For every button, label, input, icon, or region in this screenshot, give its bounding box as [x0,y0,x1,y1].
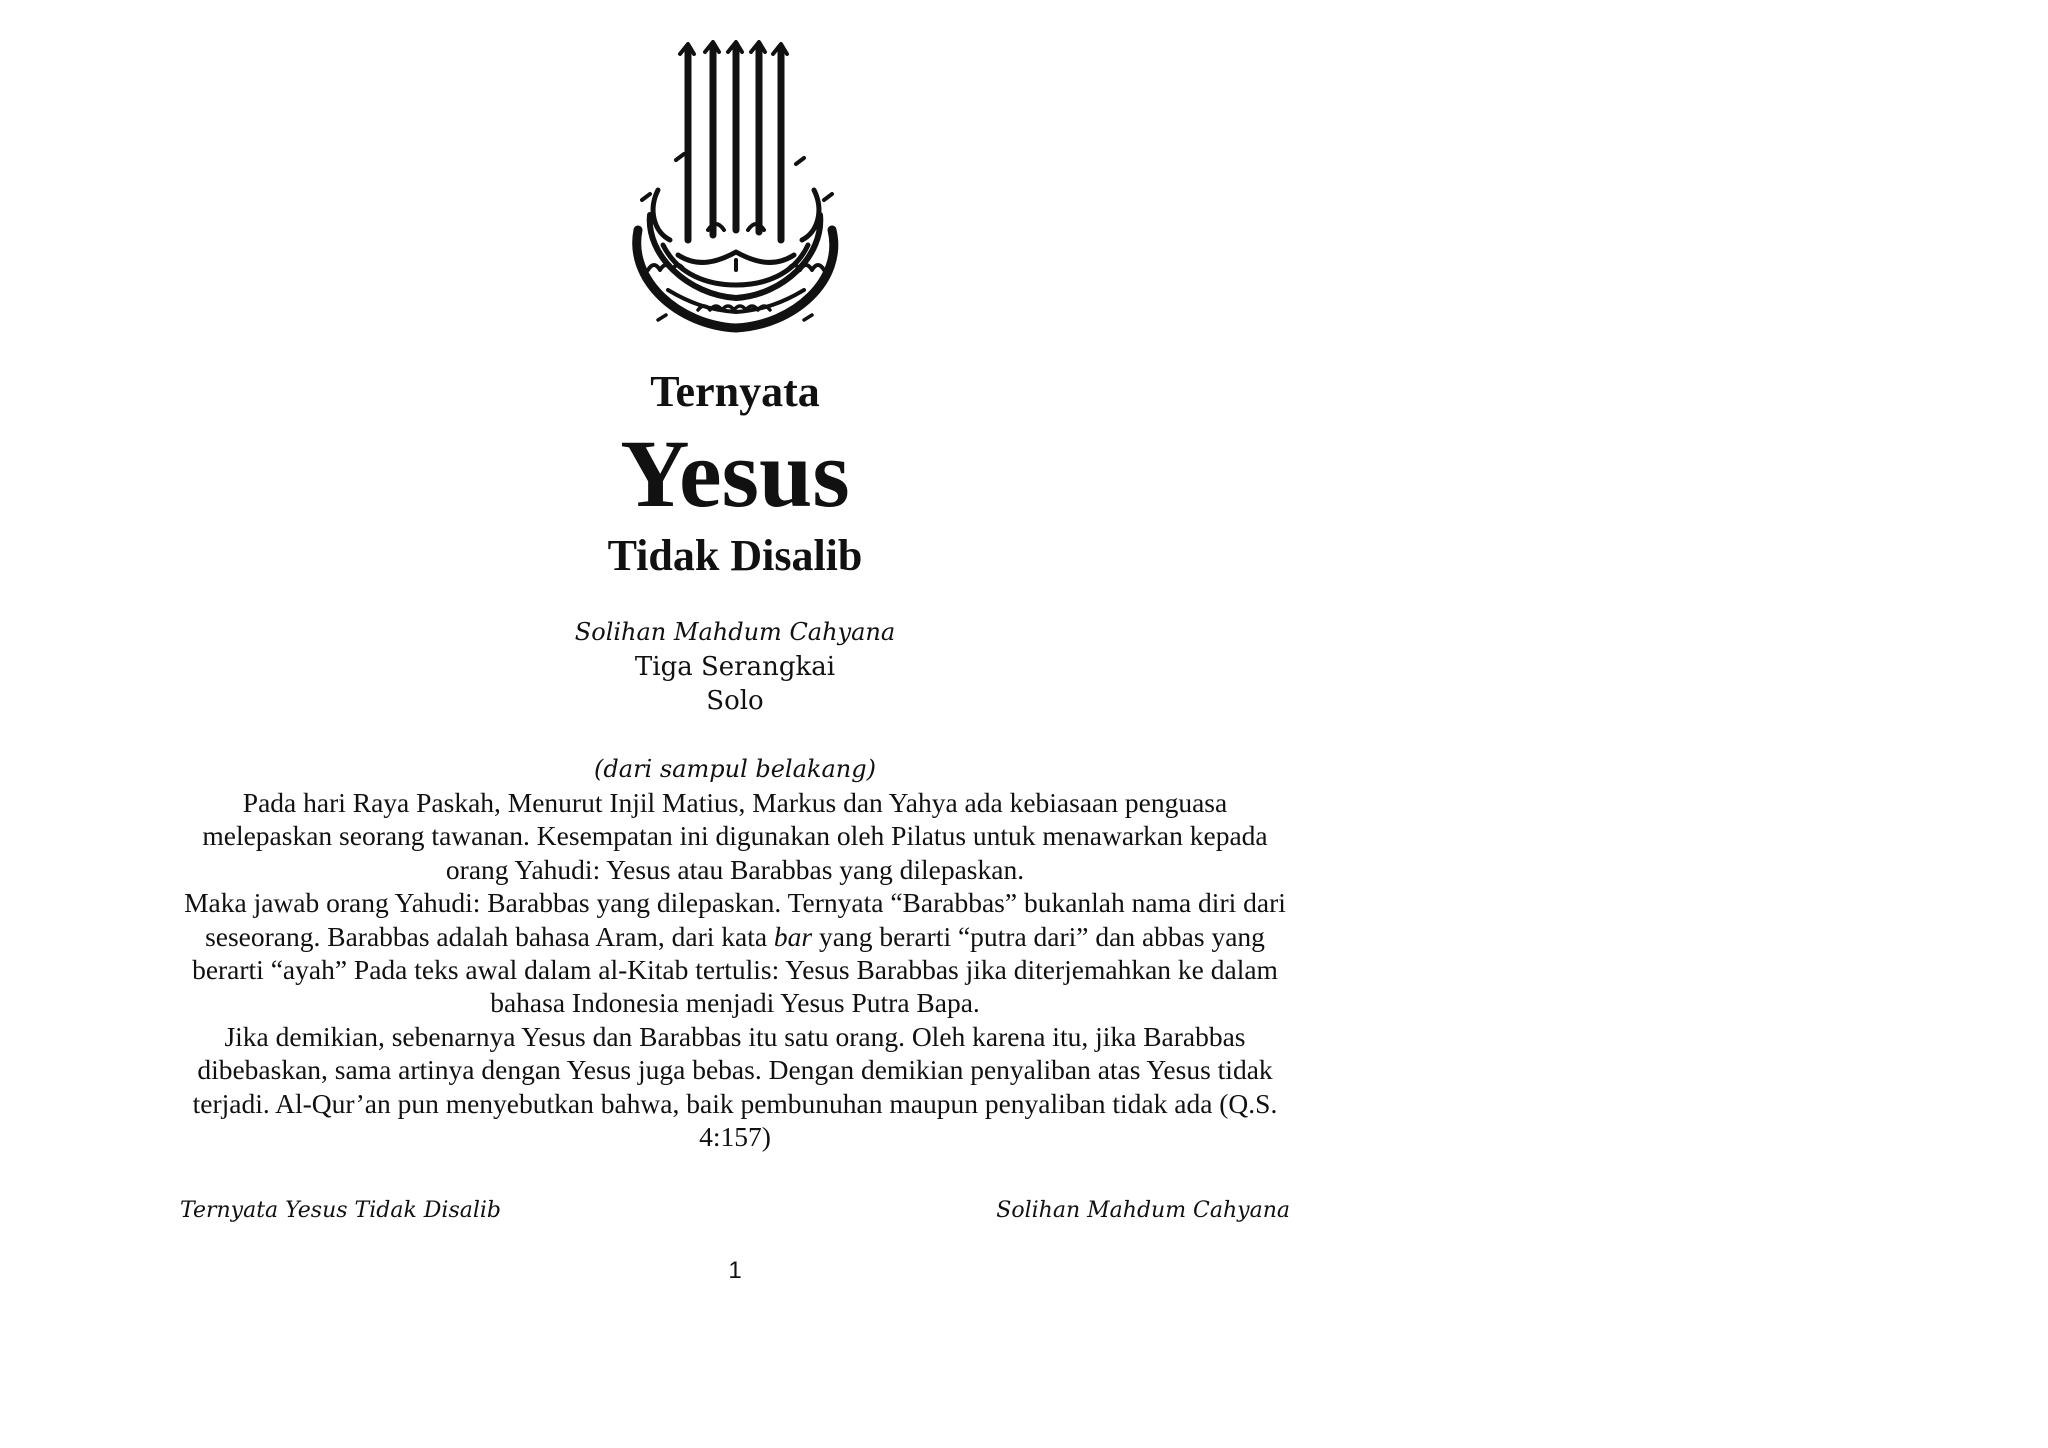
bismillah-calligraphy-icon [618,40,854,335]
back-cover-note: (dari sampul belakang) [594,755,876,783]
footer-author: Solihan Mahdum Cahyana [996,1198,1290,1223]
publisher-name: Tiga Serangkai [634,652,836,682]
publisher-city: Solo [706,686,764,716]
title-line-1: Ternyata [650,367,820,416]
blurb-paragraph-3: Jika demikian, sebenarnya Yesus dan Barabbas itu satu orang. Oleh karena itu, jika Barabbas dibebaskan, sama artinya dengan Yesus juga bebas. Dengan demikian penyaliban atas Yesus tidak terjadi. Al-Qur’an pun menyebutkan bahwa, baik pembunuhan maupun penyaliban tidak ada (Q.S. 4:157) [192,1020,1278,1153]
blurb-paragraph-2-part-2: yang berarti “putra dari” dan abbas yang berarti “ayah” Pada teks awal dalam al-Kitab tertulis: Yesus Barabbas jika diterjemahkan ke dalam bahasa Indonesia menjadi Yesus Putra Bapa. [192,920,1278,1019]
author-name: Solihan Mahdum Cahyana [574,618,896,646]
page-number: 1 [728,1257,742,1284]
blurb-paragraph-1: Pada hari Raya Paskah, Menurut Injil Matius, Markus dan Yahya ada kebiasaan penguasa melepaskan seorang tawanan. Kesempatan ini digunakan oleh Pilatus untuk menawarkan kepada orang Yahudi: Yesus atau Barabbas yang dilepaskan. [202,787,1268,885]
blurb-term-bar: bar [773,920,813,952]
title-line-2: Yesus [620,420,850,527]
blurb-paragraph-2 [180,886,1290,1020]
blurb-paragraph-2-part-1: Maka jawab orang Yahudi: Barabbas yang dilepaskan. Ternyata “Barabbas” bukanlah nama diri dari seseorang. Barabbas adalah bahasa Aram, dari kata [184,887,1286,952]
title-line-3: Tidak Disalib [607,531,863,580]
back-cover-blurb [180,786,1290,1153]
footer-book-title: Ternyata Yesus Tidak Disalib [180,1198,502,1223]
